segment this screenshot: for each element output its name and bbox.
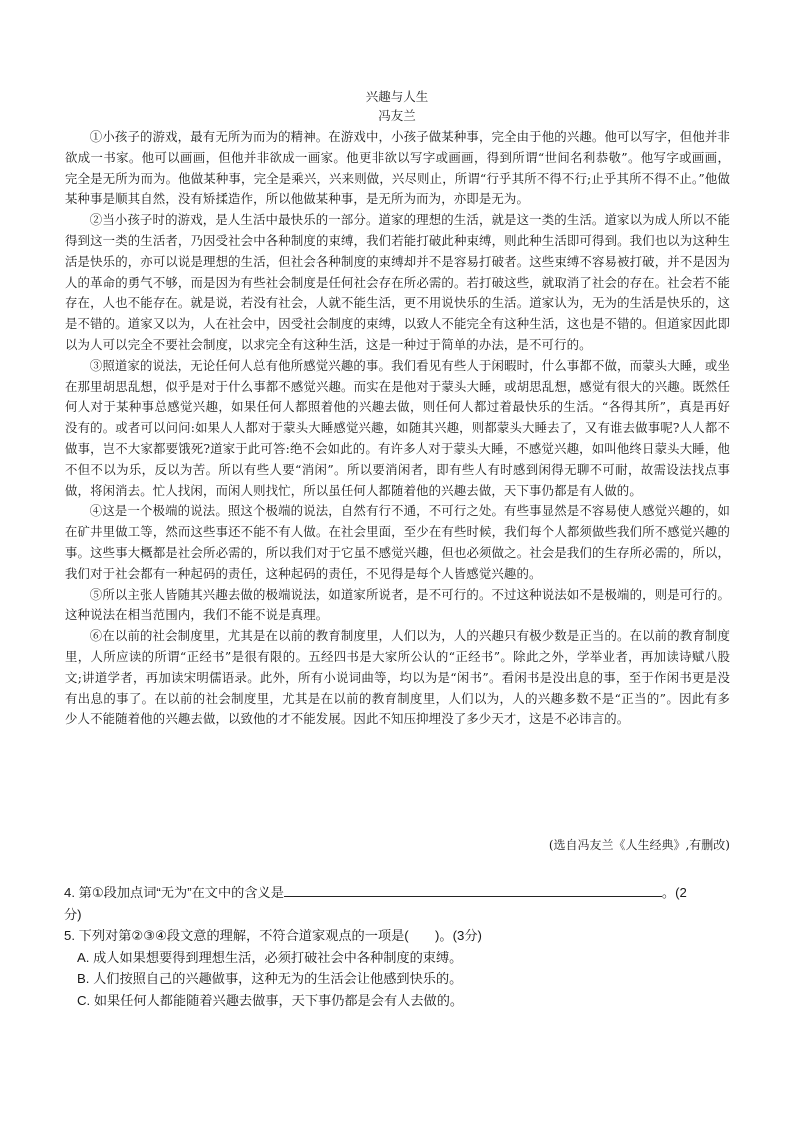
- paragraph-1: ①小孩子的游戏，最有无所为而为的精神。在游戏中，小孩子做某种事，完全由于他的兴趣。他可以写字，但他并非欲成一书家。他可以画画，但他并非欲成一画家。他更非欲以写字或画画，得到所谓“世间名利恭敬”。他写字或画画，完全是无所为而为。他做某种事，完全是乘兴，兴来则做，兴尽则止，所谓“行乎其所不得不行;止乎其所不得不止。”他做某种事是顺其自然，没有矫揉造作，所以他做某种事，是无所为而为，亦即是无为。: [65, 129, 730, 207]
- option-c[interactable]: C. 如果任何人都能随着兴趣去做事，天下事仍都是会有人去做的。: [77, 992, 464, 1008]
- question-4-text: 4. 第①段加点词“无为”在文中的含义是: [64, 885, 284, 900]
- article-body: [65, 127, 730, 730]
- questions-section: [64, 882, 734, 1011]
- article-title: 兴趣与人生: [365, 89, 429, 104]
- article-source: (选自冯友兰《人生经典》,有删改): [548, 838, 730, 852]
- question-5: 5. 下列对第②③④段文意的理解，不符合道家观点的一项是( )。(3分): [64, 928, 482, 943]
- paragraph-5: ⑤所以主张人皆随其兴趣去做的极端说法，如道家所说者，是不可行的。不过这种说法如不是极端的，则是可行的。这种说法在相当范围内，我们不能不说是真理。: [65, 586, 730, 623]
- option-a[interactable]: A. 成人如果想要得到理想生活，必须打破社会中各种制度的束缚。: [77, 949, 463, 965]
- paragraph-4: ④这是一个极端的说法。照这个极端的说法，自然有行不通，不可行之处。有些事显然是不容易使人感觉兴趣的，如在矿井里做工等，然而这些事还不能不有人做。在社会里面，至少在有些时候，我们每个人都须做些我们所不感觉兴趣的事。这些事大概都是社会所必需的，所以我们对于它虽不感觉兴趣，但也必须做之。社会是我们的生存所必需的，所以，我们对于社会都有一种起码的责任，这种起码的责任，不见得是每个人皆感觉兴趣的。: [65, 503, 730, 581]
- answer-blank[interactable]: [284, 882, 662, 897]
- paragraph-3: ③照道家的说法，无论任何人总有他所感觉兴趣的事。我们看见有些人于闲暇时，什么事都不做，而蒙头大睡，或坐在那里胡思乱想，似乎是对于什么事都不感觉兴趣。而实在是他对于蒙头大睡，或胡思乱想，感觉有很大的兴趣。既然任何人对于某种事总感觉兴趣，如果任何人都照着他的兴趣去做，则任何人都过着最快乐的生活。“各得其所”，真是再好没有的。或者可以问问:如果人人都对于蒙头大睡感觉兴趣，如随其兴趣，则都蒙头大睡去了，又有谁去做事呢?人人都不做事，岂不大家都要饿死?道家于此可答:绝不会如此的。有许多人对于蒙头大睡，不感觉兴趣，如叫他终日蒙头大睡，他不但不以为乐，反以为苦。所以有些人要“消闲”。所以要消闲者，即有些人有时感到闲得无聊不可耐，故需设法找点事做，将闲消去。忙人找闲，而闲人则找忙，所以虽任何人都随着他的兴趣去做，天下事仍都是有人做的。: [65, 357, 730, 498]
- paragraph-6: ⑥在以前的社会制度里，尤其是在以前的教育制度里，人们以为，人的兴趣只有极少数是正当的。在以前的教育制度里，人所应读的所谓“正经书”是很有限的。五经四书是大家所公认的“正经书”。除此之外，学举业者，再加读诗赋八股文;讲道学者，再加读宋明儒语录。此外，所有小说词曲等，均以为是“闲书”。看闲书是没出息的事，至于作闲书更是没有出息的事了。在以前的社会制度里，尤其是在以前的教育制度里，人们以为，人的兴趣多数不是“正当的”。因此有多少人不能随着他的兴趣去做，以致他的才不能发展。因此不知压抑埋没了多少天才，这是不必讳言的。: [65, 628, 730, 727]
- option-b[interactable]: B. 人们按照自己的兴趣做事，这种无为的生活会让他感到快乐的。: [77, 971, 463, 986]
- question-4-score: 。(2: [661, 885, 687, 900]
- question-4: [64, 882, 734, 925]
- paragraph-2: ②当小孩子时的游戏，是人生活中最快乐的一部分。道家的理想的生活，就是这一类的生活。道家以为成人所以不能得到这一类的生活者，乃因受社会中各种制度的束缚，我们若能打破此种束缚，则此种生活即可得到。我们也以为这种生活是快乐的，亦可以说是理想的生活，但社会各种制度的束缚却并不是容易打破者。这些束缚不容易被打破，并不是因为人的革命的勇气不够，而是因为有些社会制度是任何社会存在所必需的。若打破这些，就取消了社会的存在。社会若不能存在，人也不能存在。就是说，若没有社会，人就不能生活，更不用说快乐的生活。道家认为，无为的生活是快乐的，这是不错的。道家又以为，人在社会中，因受社会制度的束缚，以致人不能完全有这种生活，这也是不错的。但道家因此即以为人可以完全不要社会制度，以求完全有这种生活，这是一种过于简单的办法，是不可行的。: [65, 212, 730, 352]
- question-4-score-cont: 分): [64, 906, 82, 922]
- article-author: 冯友兰: [378, 108, 416, 123]
